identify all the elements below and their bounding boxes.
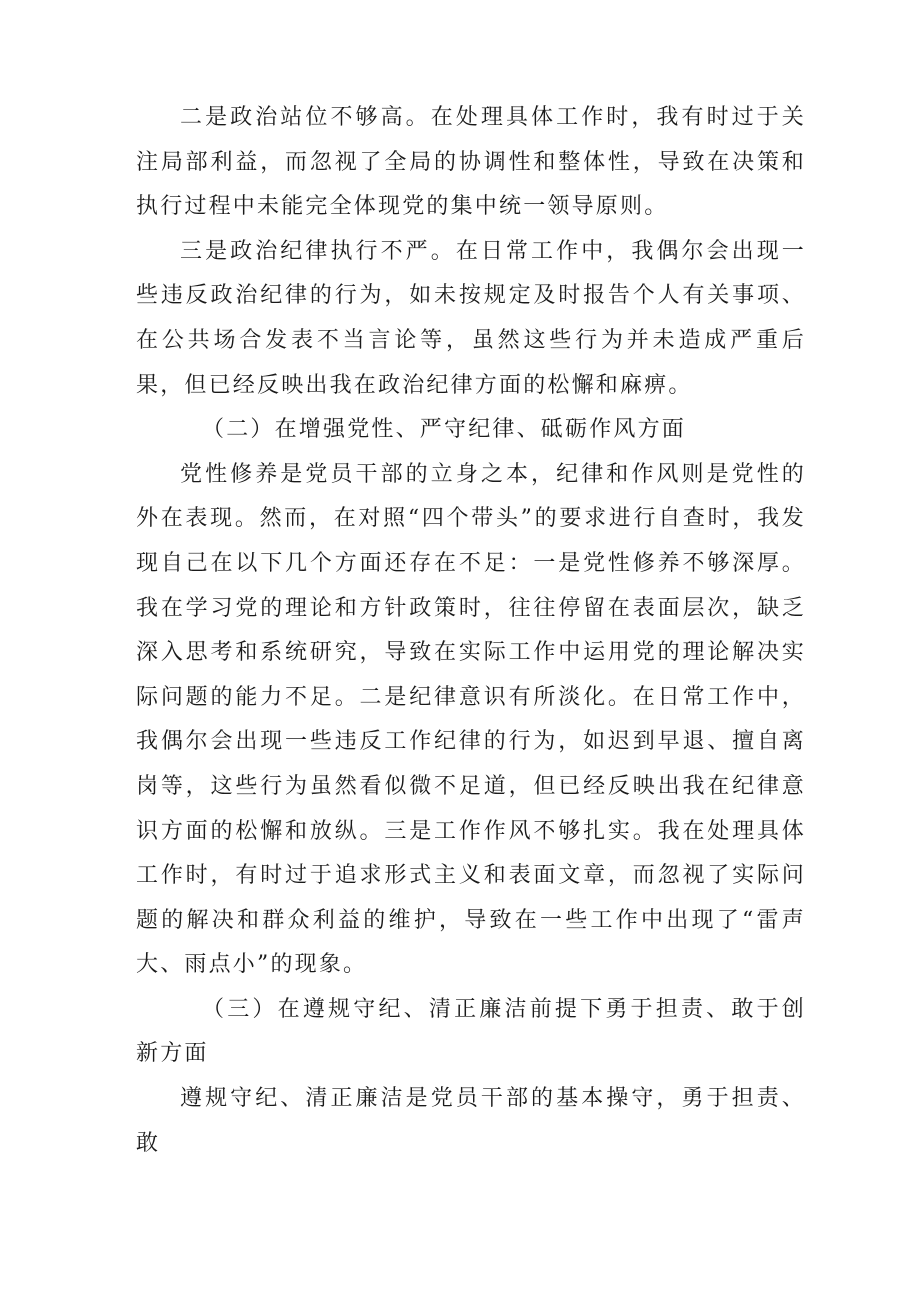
section-heading-2: （二）在增强党性、严守纪律、砥砺作风方面 <box>202 417 687 443</box>
paragraph-party-spirit: 党性修养是党员干部的立身之本，纪律和作风则是党性的外在表现。然而，在对照“四个带头”的要求进行自查时，我发现自己在以下几个方面还存在不足：一是党性修养不够深厚。我在学习党的理论和方针政策时，往往停留在表面层次，缺乏深入思考和系统研究，导致在实际工作中运用党的理论解决实际问题的能力不足。二是纪律意识有所淡化。在日常工作中，我偶尔会出现一些违反工作纪律的行为，如迟到早退、擅自离岗等，这些行为虽然看似微不足道，但已经反映出我在纪律意识方面的松懈和放纵。三是工作作风不够扎实。我在处理具体工作时，有时过于追求形式主义和表面文章，而忽视了实际问题的解决和群众利益的维护，导致在一些工作中出现了“雷声大、雨点小”的现象。 <box>136 461 806 978</box>
document-body <box>136 96 806 1166</box>
paragraph-political-discipline: 三是政治纪律执行不严。在日常工作中，我偶尔会出现一些违反政治纪律的行为，如未按规定及时报告个人有关事项、在公共场合发表不当言论等，虽然这些行为并未造成严重后果，但已经反映出我在政治纪律方面的松懈和麻痹。 <box>136 238 806 398</box>
paragraph-integrity: 遵规守纪、清正廉洁是党员干部的基本操守，勇于担责、敢 <box>136 1086 806 1156</box>
section-heading-3: （三）在遵规守纪、清正廉洁前提下勇于担责、敢于创新方面 <box>136 996 806 1067</box>
paragraph-political-stance: 二是政治站位不够高。在处理具体工作时，我有时过于关注局部利益，而忽视了全局的协调性和整体性，导致在决策和执行过程中未能完全体现党的集中统一领导原则。 <box>136 105 806 220</box>
